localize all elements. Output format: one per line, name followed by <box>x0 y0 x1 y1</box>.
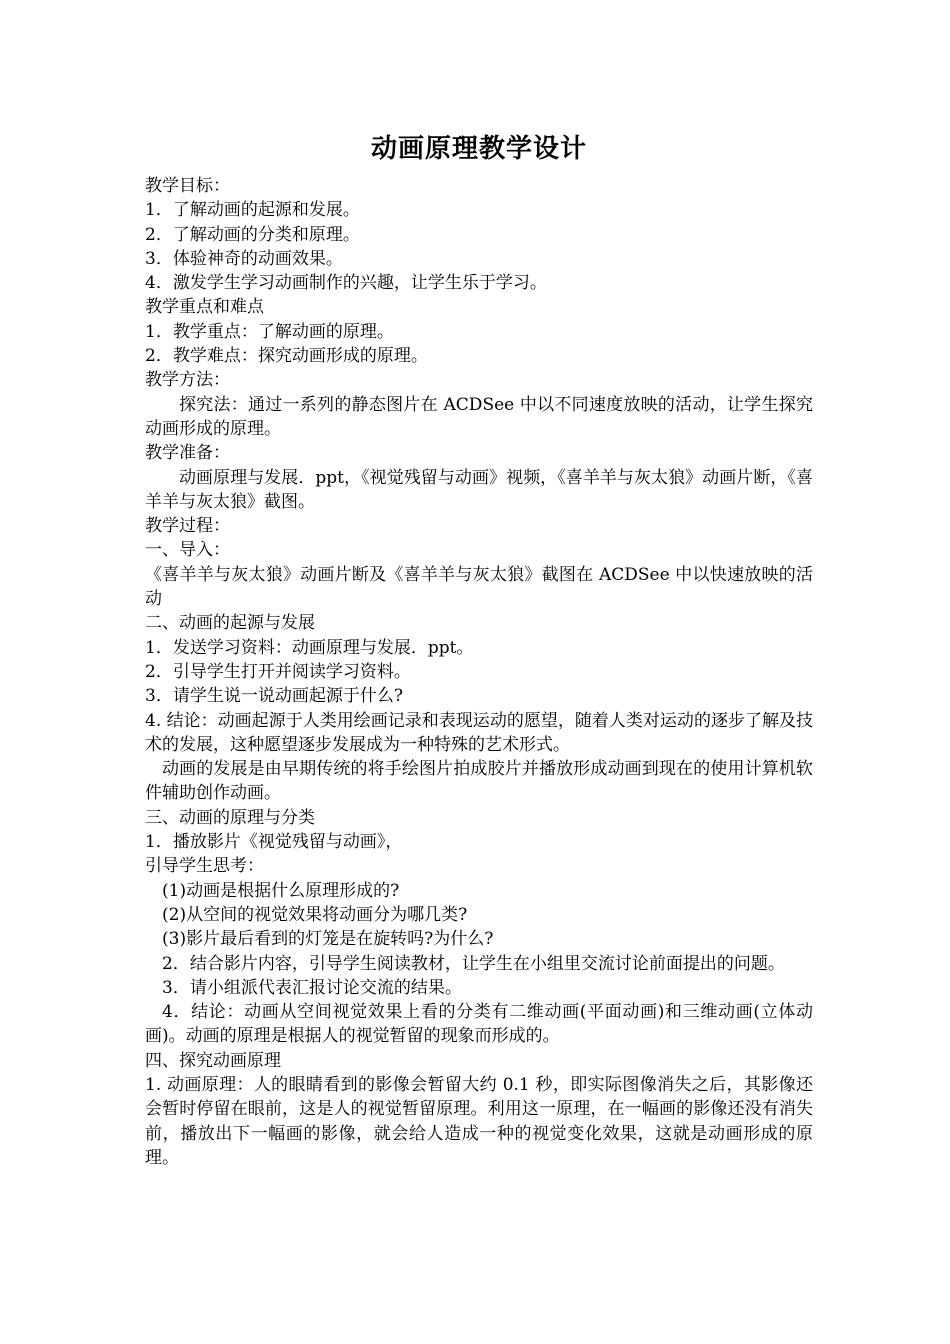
process-item: 3．请小组派代表汇报讨论交流的结果。 <box>162 977 462 998</box>
process-item: 引导学生思考： <box>145 856 264 877</box>
process-item: 1．发送学习资料：动画原理与发展．ppt。 <box>145 637 474 658</box>
key-point-item: 1．教学重点：了解动画的原理。 <box>145 321 394 342</box>
objective-item: 2．了解动画的分类和原理。 <box>145 224 360 245</box>
document-title: 动画原理教学设计 <box>370 134 587 164</box>
section-heading: 四、探究动画原理 <box>145 1050 281 1071</box>
process-item: 3．请学生说一说动画起源于什么? <box>145 686 403 707</box>
preparation-paragraph: 动画原理与发展．ppt，《视觉残留与动画》视频，《喜羊羊与灰太狼》动画片断，《喜羊羊与灰太狼》截图。 <box>145 467 813 512</box>
heading-process: 教学过程： <box>145 516 230 537</box>
process-item: 1．播放影片《视觉残留与动画》， <box>145 832 403 853</box>
process-item: 4．结论：动画从空间视觉效果上看的分类有二维动画(平面动画)和三维动画(立体动画)。动画的原理是根据人的视觉暂留的现象而形成的。 <box>145 1002 813 1047</box>
methods-paragraph: 探究法：通过一系列的静态图片在 ACDSee 中以不同速度放映的活动，让学生探究动画形成的原理。 <box>145 394 813 439</box>
question-item: (3)影片最后看到的灯笼是在旋转吗?为什么? <box>162 929 494 950</box>
heading-objectives: 教学目标： <box>145 176 230 196</box>
development-paragraph: 动画的发展是由早期传统的将手绘图片拍成胶片并播放形成动画到现在的使用计算机软件辅助创作动画。 <box>145 759 813 804</box>
key-point-item: 2．教学难点：探究动画形成的原理。 <box>145 346 428 367</box>
question-item: (2)从空间的视觉效果将动画分为哪几类? <box>162 904 468 925</box>
section-heading: 一、导入： <box>145 540 230 561</box>
section-heading: 三、动画的原理与分类 <box>145 807 315 828</box>
heading-preparation: 教学准备： <box>145 443 230 464</box>
heading-methods: 教学方法： <box>145 370 230 391</box>
objective-item: 4．激发学生学习动画制作的兴趣，让学生乐于学习。 <box>145 273 547 294</box>
process-item: 2．引导学生打开并阅读学习资料。 <box>145 661 411 682</box>
heading-key-points: 教学重点和难点 <box>145 297 264 318</box>
process-item: 4. 结论：动画起源于人类用绘画记录和表现运动的愿望，随着人类对运动的逐步了解及技术的发展，这种愿望逐步发展成为一种特殊的艺术形式。 <box>145 710 813 755</box>
objective-item: 3．体验神奇的动画效果。 <box>145 248 343 269</box>
process-item: 2．结合影片内容，引导学生阅读教材，让学生在小组里交流讨论前面提出的问题。 <box>162 953 785 974</box>
principle-paragraph: 1. 动画原理：人的眼睛看到的影像会暂留大约 0.1 秒，即实际图像消失之后，其影像还会暂时停留在眼前，这是人的视觉暂留原理。利用这一原理，在一幅画的影像还没有消失前，播放出下一幅画的影像，就会给人造成一种的视觉变化效果，这就是动画形成的原理。 <box>145 1074 813 1168</box>
intro-paragraph: 《喜羊羊与灰太狼》动画片断及《喜羊羊与灰太狼》截图在 ACDSee 中以快速放映的活动 <box>145 564 813 610</box>
objective-item: 1．了解动画的起源和发展。 <box>145 200 360 221</box>
document-page <box>145 130 813 1170</box>
question-item: (1)动画是根据什么原理形成的? <box>162 880 400 901</box>
section-heading: 二、动画的起源与发展 <box>145 613 315 634</box>
